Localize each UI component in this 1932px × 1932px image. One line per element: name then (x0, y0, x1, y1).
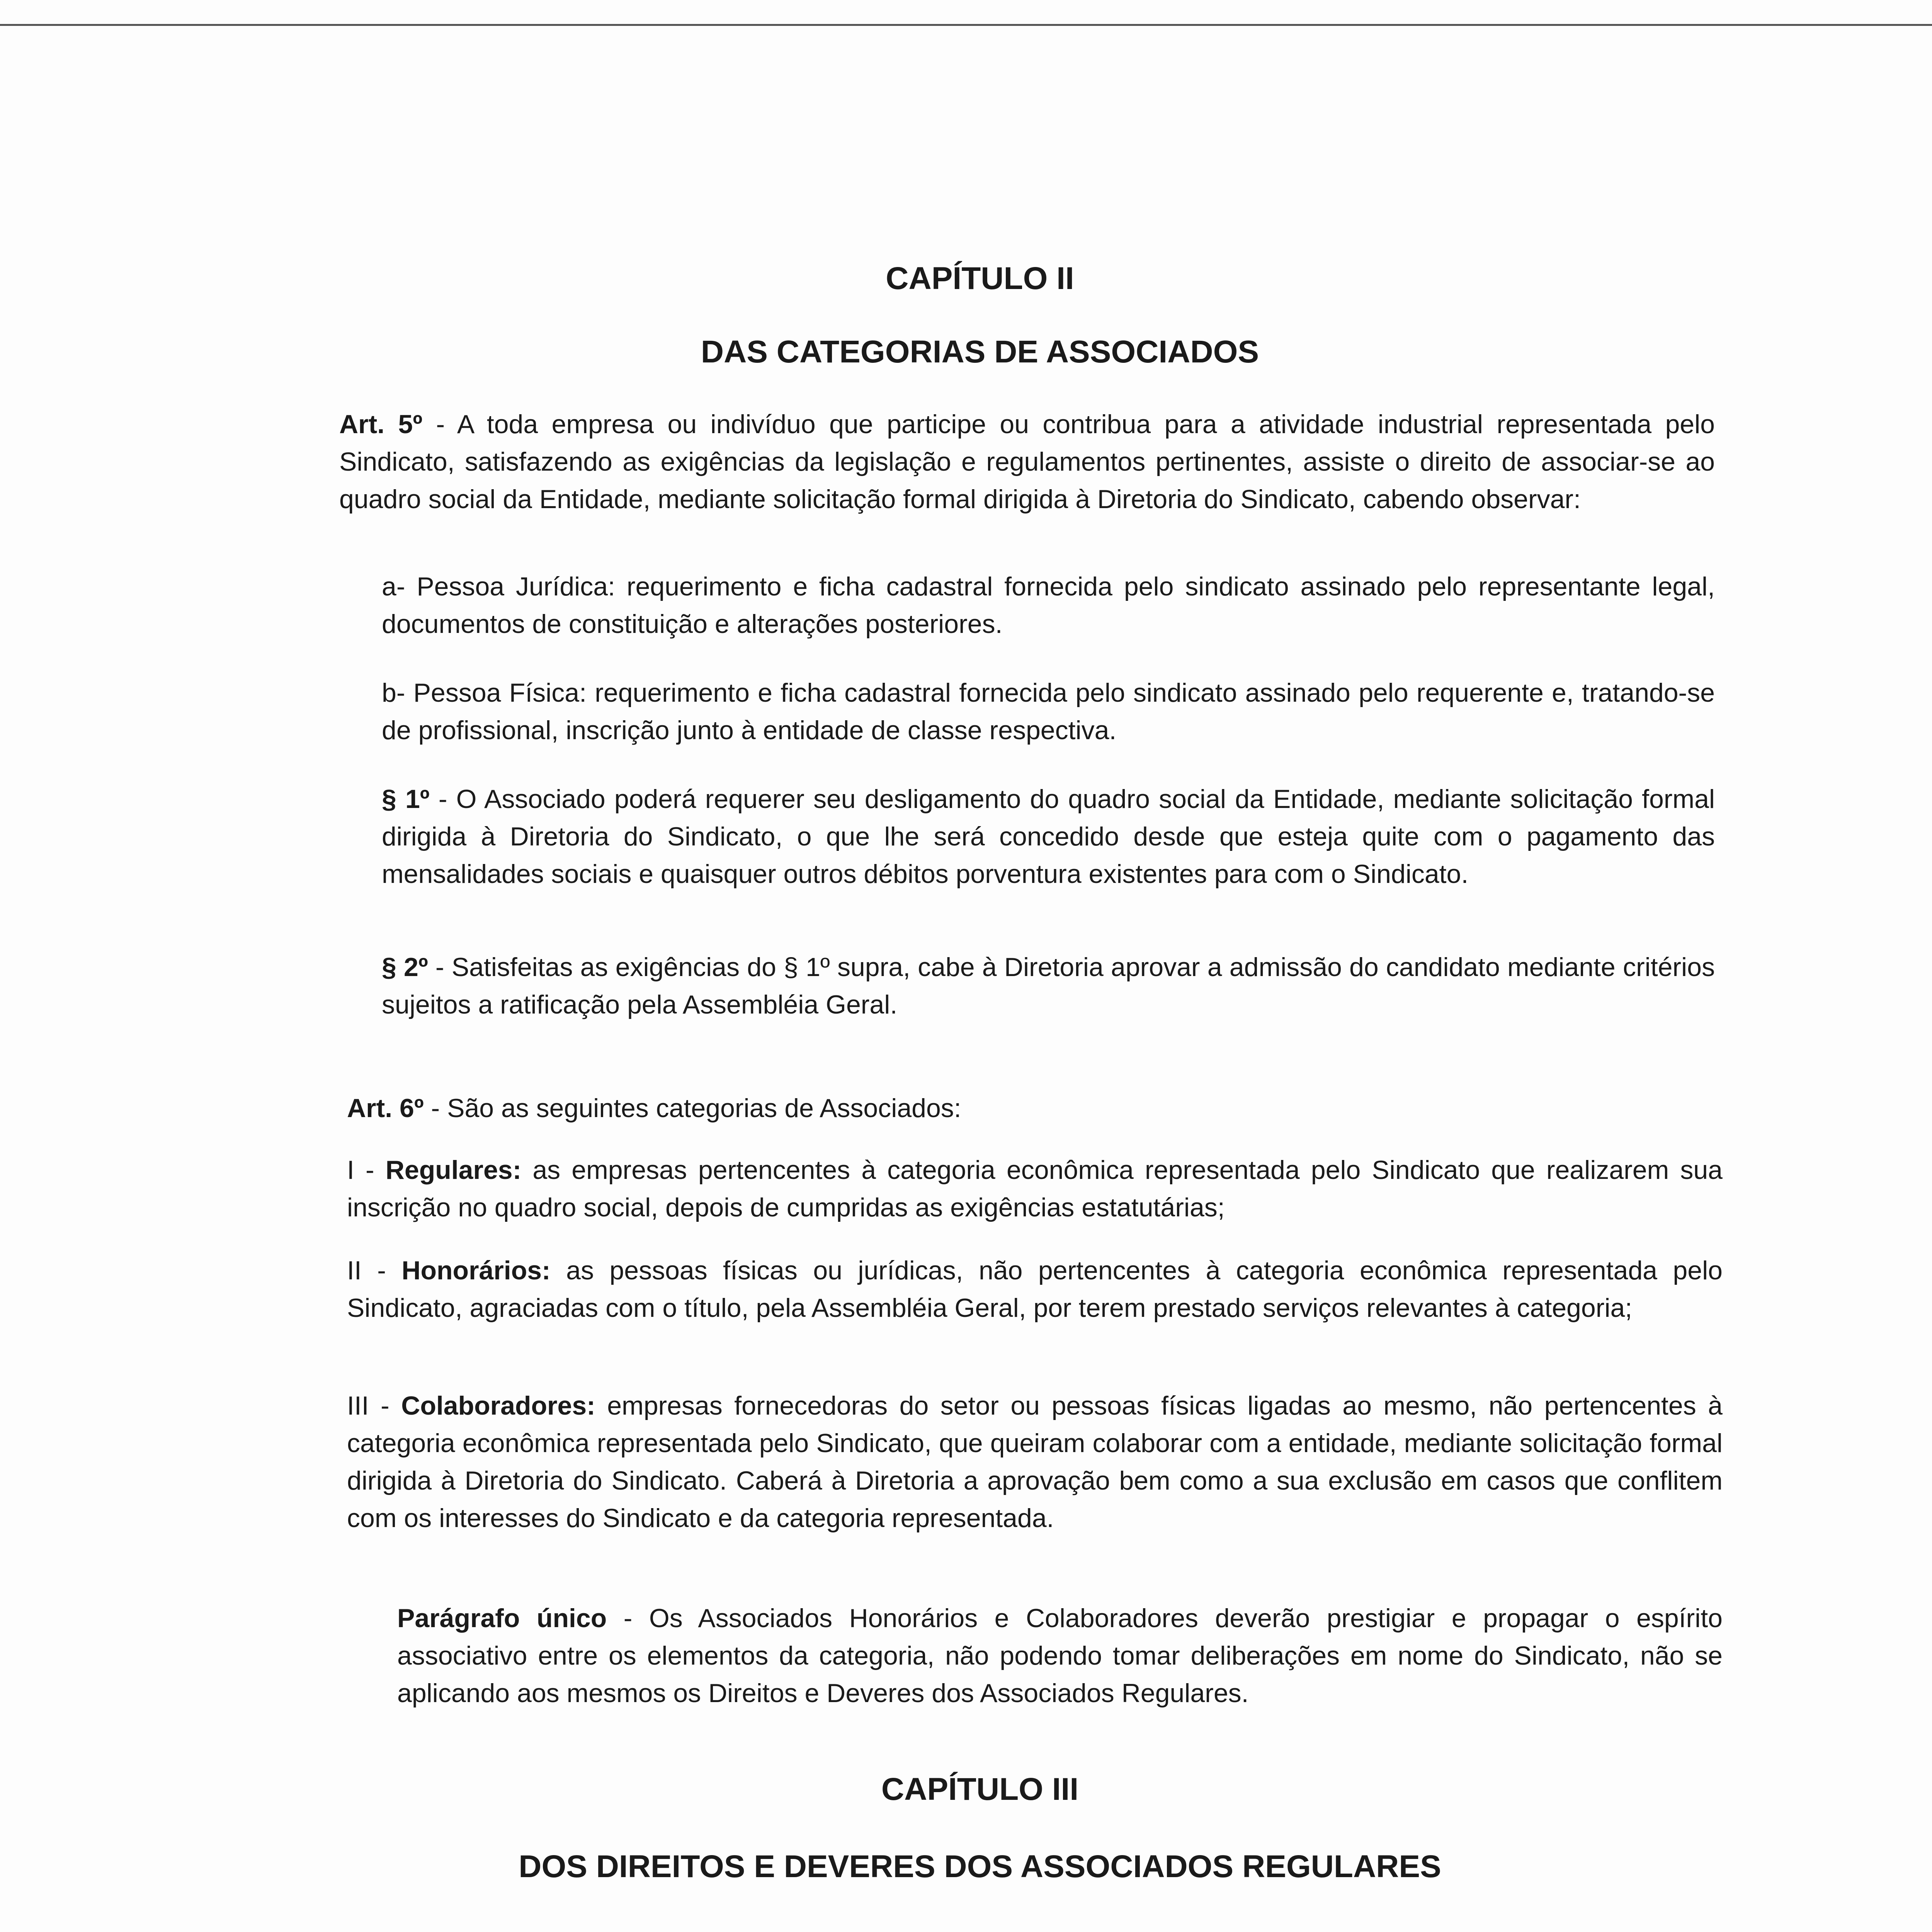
art5-p2-text: - Satisfeitas as exigências do § 1º supra, cabe à Diretoria aprovar a admissão do candidato mediante critérios sujeitos a ratificação pela Assembléia Geral. (382, 952, 1715, 1019)
art5-p1-text: - O Associado poderá requerer seu desligamento do quadro social da Entidade, mediante solicitação formal dirigida à Diretoria do Sindicato, o que lhe será concedido desde que esteja quite com o pagamento das mensalidades sociais e quaisquer outros débitos porventura existentes para com o Sindicato. (382, 784, 1715, 889)
chapter2-heading: CAPÍTULO II (886, 261, 1074, 296)
art6-paragraph (347, 1090, 1723, 1127)
art5-p1-label: § 1º (382, 784, 430, 814)
art6-iii-label: Colaboradores: (401, 1391, 595, 1420)
art6-iii-prefix: III - (347, 1391, 401, 1420)
art6-item-iii (347, 1387, 1723, 1537)
art5-paragraph-1 (382, 781, 1715, 893)
art5-label: Art. 5º (339, 410, 423, 439)
art6-pu-label: Parágrafo único (397, 1604, 607, 1633)
art6-ii-text: as pessoas físicas ou jurídicas, não pertencentes à categoria econômica representada pelo Sindicato, agraciadas com o título, pela Assembléia Geral, por terem prestado serviços relevantes à categoria; (347, 1256, 1723, 1323)
art5-item-a: a- Pessoa Jurídica: requerimento e ficha cadastral fornecida pelo sindicato assinado pelo representante legal, documentos de constituição e alterações posteriores. (382, 572, 1715, 639)
art6-i-text: as empresas pertencentes à categoria econômica representada pelo Sindicato que realizarem sua inscrição no quadro social, depois de cumpridas as exigências estatutárias; (347, 1155, 1723, 1222)
chapter3-title: DOS DIREITOS E DEVERES DOS ASSOCIADOS REGULARES (519, 1849, 1441, 1884)
art6-i-label: Regulares: (385, 1155, 522, 1185)
art5-paragraph-2 (382, 949, 1715, 1024)
art6-i-prefix: I - (347, 1155, 386, 1185)
art6-iii-text: empresas fornecedoras do setor ou pessoas físicas ligadas ao mesmo, não pertencentes à categoria econômica representada pelo Sindicato, que queiram colaborar com a entidade, mediante solicitação formal dirigida à Diretoria do Sindicato. Caberá à Diretoria a aprovação bem como a sua exclusão em casos que conflitem com os interesses do Sindicato e da categoria representada. (347, 1391, 1723, 1533)
chapter3-heading: CAPÍTULO III (881, 1772, 1079, 1807)
art6-pu-text: - Os Associados Honorários e Colaboradores deverão prestigiar e propagar o espírito associativo entre os elementos da categoria, não podendo tomar deliberações em nome do Sindicato, não se aplicando aos mesmos os Direitos e Deveres dos Associados Regulares. (397, 1604, 1723, 1708)
art5-p2-label: § 2º (382, 952, 428, 982)
art6-item-i (347, 1151, 1723, 1226)
art6-label: Art. 6º (347, 1094, 424, 1123)
art6-sole-paragraph (397, 1600, 1723, 1712)
art6-ii-label: Honorários: (401, 1256, 551, 1285)
art6-item-ii (347, 1252, 1723, 1327)
art5-item-b: b- Pessoa Física: requerimento e ficha cadastral fornecida pelo sindicato assinado pelo requerente e, tratando-se de profissional, inscrição junto à entidade de classe respectiva. (382, 678, 1715, 745)
art6-ii-prefix: II - (347, 1256, 402, 1285)
chapter2-title: DAS CATEGORIAS DE ASSOCIADOS (701, 334, 1259, 369)
art5-paragraph (339, 406, 1715, 518)
art6-text: - São as seguintes categorias de Associados: (423, 1094, 961, 1123)
art5-text: - A toda empresa ou indivíduo que participe ou contribua para a atividade industrial representada pelo Sindicato, satisfazendo as exigências da legislação e regulamentos pertinentes, assiste o direito de associar-se ao quadro social da Entidade, mediante solicitação formal dirigida à Diretoria do Sindicato, cabendo observar: (339, 410, 1715, 514)
